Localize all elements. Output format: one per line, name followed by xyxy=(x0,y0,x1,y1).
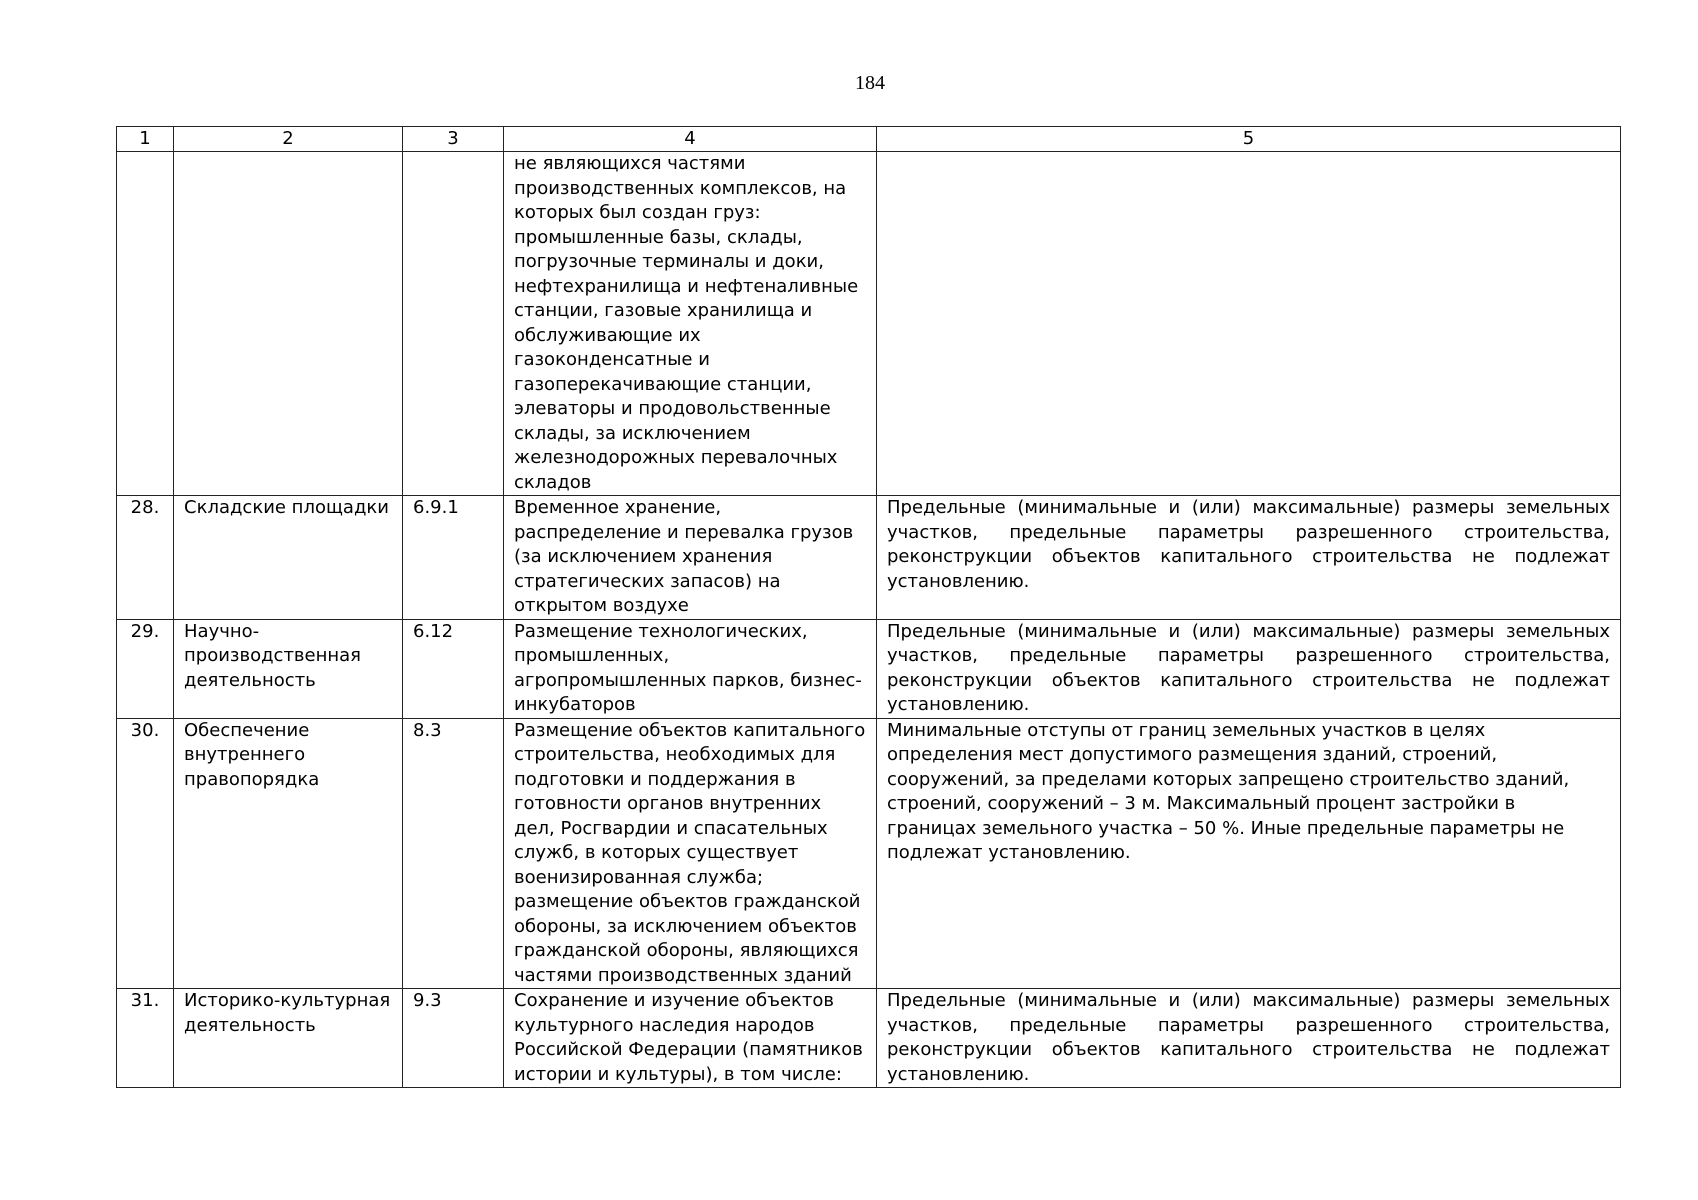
row-description: Временное хранение, распределение и перевалка грузов (за исключением хранения стратегических запасов) на открытом воздухе xyxy=(504,496,877,620)
row-name: Историко-культурная деятельность xyxy=(174,989,403,1088)
row-params: Предельные (минимальные и (или) максимальные) размеры земельных участков, предельные параметры разрешенного строительства, реконструкции объектов капитального строительства не подлежат установлению. xyxy=(877,619,1621,718)
cont-line: которых был создан груз: xyxy=(514,202,761,223)
cont-line: станции, газовые хранилища и xyxy=(514,300,813,321)
cont-code-cell xyxy=(403,152,504,496)
row-number: 29. xyxy=(117,619,174,718)
row-name: Обеспечение внутреннего правопорядка xyxy=(174,718,403,989)
row-code: 6.9.1 xyxy=(403,496,504,620)
header-col-1: 1 xyxy=(117,127,174,152)
table-row xyxy=(117,989,1621,1088)
cont-params-cell xyxy=(877,152,1621,496)
cont-num-cell xyxy=(117,152,174,496)
row-params: Минимальные отступы от границ земельных участков в целях определения мест допустимого размещения зданий, строений, сооружений, за пределами которых запрещено строительство зданий, строений, сооружений – 3 м. Максимальный процент застройки в границах земельного участка – 50 %. Иные предельные параметры не подлежат установлению. xyxy=(877,718,1621,989)
zoning-table xyxy=(116,126,1621,1088)
continuation-row xyxy=(117,152,1621,496)
row-code: 9.3 xyxy=(403,989,504,1088)
cont-line: газоперекачивающие станции, xyxy=(514,373,812,395)
row-params: Предельные (минимальные и (или) максимальные) размеры земельных участков, предельные параметры разрешенного строительства, реконструкции объектов капитального строительства не подлежат установлению. xyxy=(877,989,1621,1088)
cont-description-cell xyxy=(504,152,877,496)
header-col-3: 3 xyxy=(403,127,504,152)
row-code: 6.12 xyxy=(403,619,504,718)
row-code: 8.3 xyxy=(403,718,504,989)
cont-line: склады, за исключением xyxy=(514,422,751,444)
cont-line: производственных комплексов, на xyxy=(514,177,847,199)
table-row xyxy=(117,496,1621,620)
header-col-5: 5 xyxy=(877,127,1621,152)
row-name: Научно-производственная деятельность xyxy=(174,619,403,718)
cont-line: погрузочные терминалы и доки, xyxy=(514,251,824,272)
row-params: Предельные (минимальные и (или) максимальные) размеры земельных участков, предельные параметры разрешенного строительства, реконструкции объектов капитального строительства не подлежат установлению. xyxy=(877,496,1621,620)
table-row xyxy=(117,718,1621,989)
cont-line: элеваторы и продовольственные xyxy=(514,398,831,419)
row-number: 30. xyxy=(117,718,174,989)
cont-line: обслуживающие их xyxy=(514,324,701,346)
header-row xyxy=(117,127,1621,152)
row-description: Сохранение и изучение объектов культурного наследия народов Российской Федерации (памятников истории и культуры), в том числе: xyxy=(504,989,877,1088)
cont-line: не являющихся частями xyxy=(514,153,746,174)
cont-line: железнодорожных перевалочных xyxy=(514,447,838,468)
table-row xyxy=(117,619,1621,718)
row-number: 28. xyxy=(117,496,174,620)
cont-line: складов xyxy=(514,471,592,493)
cont-name-cell xyxy=(174,152,403,496)
cont-line: промышленные базы, склады, xyxy=(514,226,803,248)
page-number: 184 xyxy=(855,72,885,94)
cont-line: нефтехранилища и нефтеналивные xyxy=(514,275,859,297)
row-number: 31. xyxy=(117,989,174,1088)
cont-line: газоконденсатные и xyxy=(514,349,710,370)
row-name: Складские площадки xyxy=(174,496,403,620)
row-description: Размещение технологических, промышленных, агропромышленных парков, бизнес-инкубаторов xyxy=(504,619,877,718)
row-description: Размещение объектов капитального строительства, необходимых для подготовки и поддержания в готовности органов внутренних дел, Росгвардии и спасательных служб, в которых существует военизированная служба; размещение объектов гражданской обороны, за исключением объектов гражданской обороны, являющихся частями производственных зданий xyxy=(504,718,877,989)
header-col-4: 4 xyxy=(504,127,877,152)
header-col-2: 2 xyxy=(174,127,403,152)
